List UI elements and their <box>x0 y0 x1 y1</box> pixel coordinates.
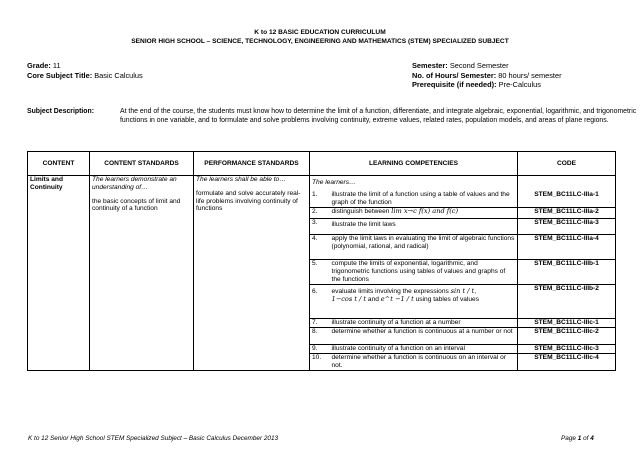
row-number: 8. <box>310 328 330 345</box>
footer-title: K to 12 Senior High School STEM Specialized Subject – Basic Calculus December 2013 <box>28 435 279 442</box>
competency-text: illustrate the limit laws <box>330 219 518 235</box>
page-number: Page 1 of 4 <box>561 435 594 442</box>
row-number: 10. <box>310 354 330 371</box>
competency-text: illustrate continuity of a function at a number <box>330 319 518 328</box>
row-number: 2. <box>310 208 330 219</box>
header-code: CODE <box>518 152 616 176</box>
competency-code: STEM_BC11LC-IIIa-2 <box>518 208 616 219</box>
row-number: 4. <box>310 235 330 260</box>
competency-text: determine whether a function is continuous on an interval or not. <box>330 354 518 371</box>
row-number: 9. <box>310 345 330 354</box>
curriculum-subtitle: SENIOR HIGH SCHOOL – SCIENCE, TECHNOLOGY, ENGINEERING AND MATHEMATICS (STEM) SPECIALIZED SUBJECT <box>131 38 509 45</box>
header-performance-standards: PERFORMANCE STANDARDS <box>194 152 310 176</box>
table-intro-row <box>28 176 616 192</box>
content-cell: Limits and Continuity <box>28 176 90 371</box>
competency-code: STEM_BC11LC-IIIc-3 <box>518 345 616 354</box>
description-label: Subject Description: <box>27 108 95 115</box>
competency-text: illustrate the limit of a function using a table of values and the graph of the function <box>330 191 518 208</box>
competency-code: STEM_BC11LC-IIIa-3 <box>518 219 616 235</box>
limit-notation: lim x→c f(x) and f(c) <box>391 207 459 215</box>
row-number: 3. <box>310 219 330 235</box>
competency-code: STEM_BC11LC-IIIa-1 <box>518 191 616 208</box>
competency-text: distinguish between lim x→c f(x) and f(c) <box>330 208 518 219</box>
exp-expression: e^t −1 / t <box>380 294 414 303</box>
subject-line: Core Subject Title: Basic Calculus <box>27 70 143 80</box>
competency-code: STEM_BC11LC-IIIb-1 <box>518 260 616 285</box>
competencies-intro: The learners… <box>310 176 518 192</box>
hours-line: No. of Hours/ Semester: 80 hours/ semester <box>412 70 562 80</box>
meta-left <box>27 61 143 80</box>
competency-text: compute the limits of exponential, logarithmic, and trigonometric functions using tables of values and graphs of the functions <box>330 260 518 285</box>
competency-code: STEM_BC11LC-IIIa-4 <box>518 235 616 260</box>
competency-code: STEM_BC11LC-IIIc-1 <box>518 319 616 328</box>
content-standards-cell <box>90 176 194 371</box>
description-text: At the end of the course, the students must know how to determine the limit of a function, differentiate, and integrate algebraic, exponential, logarithmic, and trigonometric functions in one variable, and to formulate and solve problems involving continuity, extreme values, related rates, population models, and areas of plane regions. <box>120 108 637 124</box>
curriculum-title: K to 12 BASIC EDUCATION CURRICULUM <box>254 29 386 36</box>
table-header-row <box>28 152 616 176</box>
competency-text: apply the limit laws in evaluating the limit of algebraic functions (polynomial, rational, and radical) <box>330 235 518 260</box>
performance-standards-cell <box>194 176 310 371</box>
performance-text: formulate and solve accurately real-life problems involving continuity of functions <box>196 189 301 213</box>
curriculum-table <box>27 151 616 371</box>
standards-text: the basic concepts of limit and continuity of a function <box>92 197 181 213</box>
subject-description <box>27 108 637 124</box>
competency-text: illustrate continuity of a function on an interval <box>330 345 518 354</box>
performance-intro: The learners shall be able to… <box>196 176 286 183</box>
competency-code: STEM_BC11LC-IIIc-4 <box>518 354 616 371</box>
row-number: 6. <box>310 285 330 319</box>
competency-code: STEM_BC11LC-IIIb-2 <box>518 285 616 319</box>
semester-line: Semester: Second Semester <box>412 61 509 70</box>
header-content-standards: CONTENT STANDARDS <box>90 152 194 176</box>
grade-line: Grade: 11 <box>27 61 61 70</box>
header-content: CONTENT <box>28 152 90 176</box>
header-learning-competencies: LEARNING COMPETENCIES <box>310 152 518 176</box>
code-intro-cell <box>518 176 616 192</box>
competency-text: determine whether a function is continuous at a number or not <box>330 328 518 345</box>
prereq-line: Prerequisite (if needed): Pre-Calculus <box>412 80 541 90</box>
standards-intro: The learners demonstrate an understanding of… <box>92 176 177 191</box>
competency-text: evaluate limits involving the expressions sin t / t, 1−cos t / t and e^t −1 / t using tables of values <box>330 285 518 319</box>
cos-expression: 1−cos t / t <box>331 294 367 303</box>
sin-expression: sin t / t <box>450 287 475 295</box>
row-number: 5. <box>310 260 330 285</box>
competency-code: STEM_BC11LC-IIIc-2 <box>518 328 616 345</box>
row-number: 7. <box>310 319 330 328</box>
meta-right <box>412 61 562 90</box>
row-number: 1. <box>310 191 330 208</box>
